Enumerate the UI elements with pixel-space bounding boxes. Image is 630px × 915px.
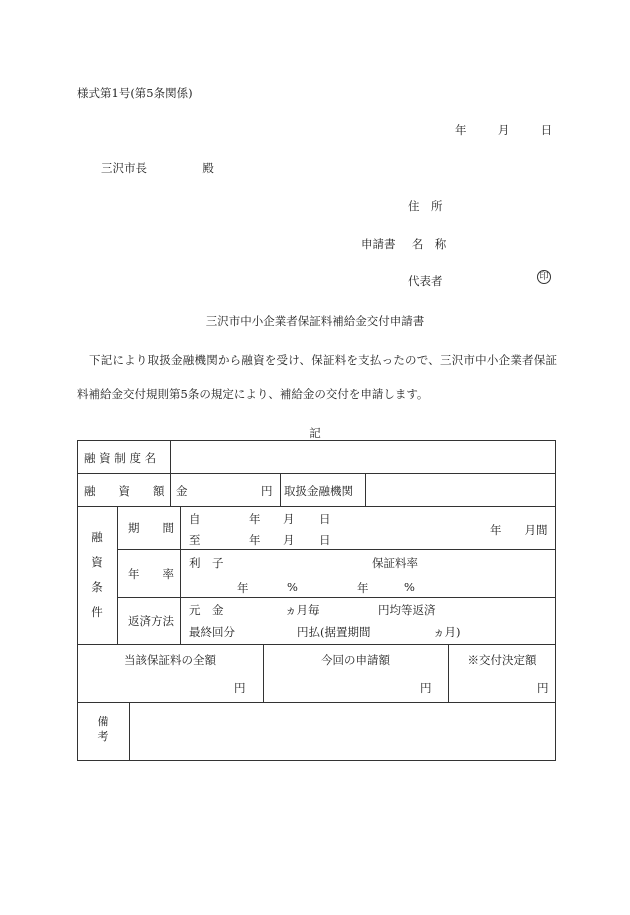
- loan-program-field[interactable]: [175, 448, 551, 468]
- loan-amount-label: 融 資 額: [84, 484, 165, 498]
- principal-label: 元 金: [189, 603, 224, 617]
- total-fee-label: 当該保証料の全額: [124, 653, 216, 667]
- conditions-char: 資: [91, 555, 103, 569]
- remarks-char: 考: [97, 730, 109, 743]
- current-request-yen: 円: [420, 681, 432, 695]
- months-duration: 年 月間: [490, 523, 548, 537]
- date-day: 日: [540, 123, 553, 137]
- address-label: 住 所: [408, 199, 443, 213]
- representative-label: 代表者: [408, 274, 443, 288]
- date-month: 月: [497, 123, 510, 137]
- body-paragraph: 下記により取扱金融機関から融資を受け、保証料を支払ったので、三沢市中小企業者保証料補給金交付規則第5条の規定により、補給金の交付を申請します。: [77, 353, 557, 401]
- name-label: 名 称: [411, 237, 447, 251]
- yen-payment: 円払(据置期間: [297, 625, 371, 639]
- form-number: 様式第1号(第5条関係): [77, 86, 193, 100]
- interest-label: 利 子: [189, 556, 224, 570]
- interest-year: 年: [237, 581, 249, 595]
- conditions-char: 件: [91, 605, 103, 619]
- bank-field[interactable]: [369, 480, 551, 502]
- kin-label: 金: [176, 484, 188, 498]
- guarantee-year: 年: [357, 581, 369, 595]
- applicant-label: 申請書: [361, 237, 396, 251]
- guarantee-rate-label: 保証料率: [372, 556, 418, 570]
- monthly-each: ヵ月毎: [285, 603, 320, 617]
- to-month: 月: [283, 533, 295, 547]
- period-to: 至: [189, 533, 201, 547]
- date-line: [455, 122, 552, 138]
- to-day: 日: [319, 533, 331, 547]
- equal-installment: 円均等返済: [378, 603, 436, 617]
- ki-label: 記: [309, 426, 321, 440]
- addressee: [101, 160, 214, 176]
- conditions-char: 融: [91, 530, 103, 544]
- total-fee-yen: 円: [234, 681, 246, 695]
- document-title: 三沢市中小企業者保証料補給金交付申請書: [205, 314, 425, 328]
- loan-program-label: 融 資 制 度 名: [84, 451, 157, 465]
- addressee-name: 三沢市長: [101, 161, 147, 175]
- rate-label: 年 率: [128, 567, 174, 581]
- decision-yen: 円: [537, 681, 549, 695]
- date-year: 年: [455, 123, 467, 137]
- conditions-label: [90, 528, 104, 622]
- bank-label: 取扱金融機関: [284, 484, 353, 498]
- guarantee-percent: %: [404, 580, 415, 594]
- from-day: 日: [319, 512, 331, 526]
- remarks-field[interactable]: [134, 706, 550, 756]
- from-year: 年: [249, 512, 261, 526]
- conditions-char: 条: [91, 580, 103, 594]
- remarks-label: [96, 714, 110, 744]
- seal-mark: 印: [537, 270, 551, 284]
- applicant-name-row: [361, 236, 446, 252]
- final-installment: 最終回分: [189, 625, 235, 639]
- current-request-label: 今回の申請額: [321, 653, 390, 667]
- yen-unit: 円: [261, 484, 273, 498]
- decision-label: ※交付決定額: [467, 653, 537, 667]
- application-form-table: [77, 440, 556, 760]
- from-month: 月: [283, 512, 295, 526]
- months-close: ヵ月): [433, 625, 461, 639]
- addressee-honorific: 殿: [202, 161, 214, 175]
- to-year: 年: [249, 533, 261, 547]
- remarks-char: 備: [97, 715, 109, 728]
- interest-percent: %: [287, 580, 298, 594]
- repay-label: 返済方法: [128, 614, 174, 628]
- period-label: 期 間: [128, 521, 174, 535]
- period-from: 自: [189, 512, 201, 526]
